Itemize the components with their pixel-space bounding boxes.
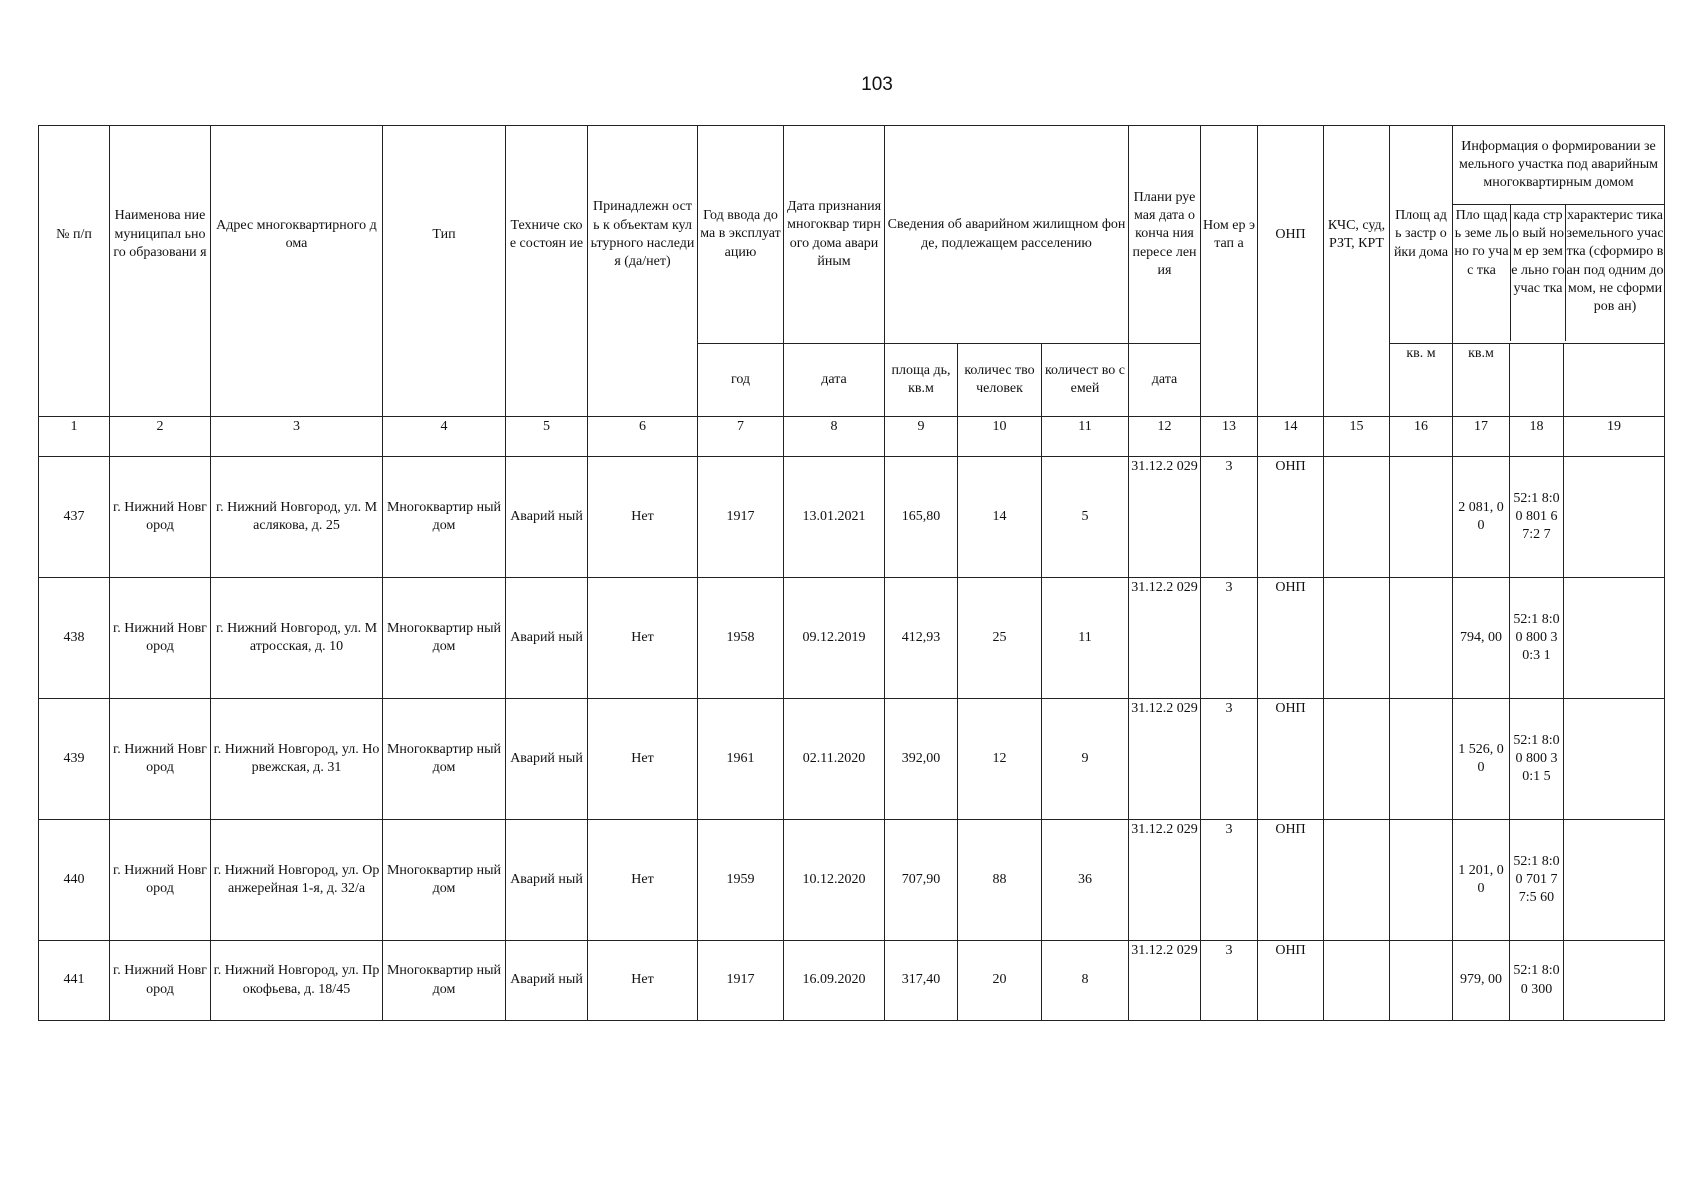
cell-year: 1958 — [698, 578, 784, 699]
header-sub-13 — [1201, 344, 1258, 417]
cell-area: 317,40 — [885, 941, 958, 1021]
cell-cadastral: 52:1 8:00 701 77:5 60 — [1510, 820, 1564, 941]
cell-type: Многоквартир ный дом — [383, 699, 506, 820]
table-body — [39, 457, 1665, 1021]
table-row — [39, 699, 1665, 820]
cell-onp: ОНП — [1258, 578, 1324, 699]
cell-municipality: г. Нижний Новгород — [110, 578, 211, 699]
cell-people: 88 — [958, 820, 1042, 941]
cell-people: 25 — [958, 578, 1042, 699]
cell-municipality: г. Нижний Новгород — [110, 820, 211, 941]
column-number: 4 — [383, 417, 506, 457]
cell-municipality: г. Нижний Новгород — [110, 941, 211, 1021]
cell-onp: ОНП — [1258, 457, 1324, 578]
cell-land-area: 2 081, 00 — [1453, 457, 1510, 578]
column-number: 15 — [1324, 417, 1390, 457]
cell-address: г. Нижний Новгород, ул. Маслякова, д. 25 — [211, 457, 383, 578]
column-number: 19 — [1564, 417, 1665, 457]
cell-heritage: Нет — [588, 820, 698, 941]
cell-state: Аварий ный — [506, 820, 588, 941]
cell-type: Многоквартир ный дом — [383, 457, 506, 578]
header-col-2: Наименова ние муниципал ьного образовани я — [110, 126, 211, 344]
cell-type: Многоквартир ный дом — [383, 941, 506, 1021]
cell-date: 13.01.2021 — [784, 457, 885, 578]
cell-state: Аварий ный — [506, 457, 588, 578]
header-sub-12: дата — [1129, 344, 1201, 417]
cell-people: 20 — [958, 941, 1042, 1021]
header-sub-16: кв. м — [1390, 344, 1453, 417]
cell-date: 10.12.2020 — [784, 820, 885, 941]
cell-families: 8 — [1042, 941, 1129, 1021]
table-row — [39, 578, 1665, 699]
header-col-18-top: када стро вый ном ер земе льно го учас тка — [1511, 205, 1566, 341]
cell-people: 14 — [958, 457, 1042, 578]
header-sub-5 — [506, 344, 588, 417]
cell-year: 1917 — [698, 941, 784, 1021]
cell-kchs — [1324, 457, 1390, 578]
cell-heritage: Нет — [588, 941, 698, 1021]
cell-type: Многоквартир ный дом — [383, 578, 506, 699]
cell-cadastral: 52:1 8:00 800 30:3 1 — [1510, 578, 1564, 699]
column-number: 18 — [1510, 417, 1564, 457]
cell-year: 1961 — [698, 699, 784, 820]
cell-address: г. Нижний Новгород, ул. Оранжерейная 1-я, д. 32/а — [211, 820, 383, 941]
header-sub-4 — [383, 344, 506, 417]
cell-area: 165,80 — [885, 457, 958, 578]
cell-kchs — [1324, 941, 1390, 1021]
header-col-8: Дата признания многоквар тирного дома аварийным — [784, 126, 885, 344]
cell-families: 36 — [1042, 820, 1129, 941]
column-number: 16 — [1390, 417, 1453, 457]
header-col-3: Адрес многоквартирного дома — [211, 126, 383, 344]
header-sub-15 — [1324, 344, 1390, 417]
cell-built-area — [1390, 578, 1453, 699]
column-number: 17 — [1453, 417, 1510, 457]
header-sub-19 — [1564, 344, 1665, 417]
header-sub-1 — [39, 344, 110, 417]
cell-address: г. Нижний Новгород, ул. Прокофьева, д. 18/45 — [211, 941, 383, 1021]
cell-land-char — [1564, 578, 1665, 699]
cell-municipality: г. Нижний Новгород — [110, 699, 211, 820]
cell-heritage: Нет — [588, 699, 698, 820]
cell-plan-date: 31.12.2 029 — [1129, 941, 1201, 1021]
page-number: 103 — [861, 74, 893, 95]
cell-kchs — [1324, 578, 1390, 699]
header-col-4: Тип — [383, 126, 506, 344]
cell-type: Многоквартир ный дом — [383, 820, 506, 941]
cell-land-area: 979, 00 — [1453, 941, 1510, 1021]
cell-number: 439 — [39, 699, 110, 820]
cell-plan-date: 31.12.2 029 — [1129, 457, 1201, 578]
cell-cadastral: 52:1 8:00 800 30:1 5 — [1510, 699, 1564, 820]
column-number: 5 — [506, 417, 588, 457]
cell-stage: 3 — [1201, 941, 1258, 1021]
column-number: 6 — [588, 417, 698, 457]
cell-date: 16.09.2020 — [784, 941, 885, 1021]
cell-stage: 3 — [1201, 820, 1258, 941]
cell-area: 392,00 — [885, 699, 958, 820]
cell-land-area: 794, 00 — [1453, 578, 1510, 699]
cell-year: 1917 — [698, 457, 784, 578]
cell-kchs — [1324, 820, 1390, 941]
header-sub-18 — [1510, 344, 1564, 417]
header-col-13: Ном ер этап а — [1201, 126, 1258, 344]
header-group-17-19-subcols — [1453, 205, 1664, 341]
header-col-14: ОНП — [1258, 126, 1324, 344]
cell-families: 11 — [1042, 578, 1129, 699]
cell-heritage: Нет — [588, 578, 698, 699]
column-number: 13 — [1201, 417, 1258, 457]
header-col-12: Плани руемая дата оконча ния пересе ления — [1129, 126, 1201, 344]
header-col-7: Год ввода дома в эксплуат ацию — [698, 126, 784, 344]
column-number: 10 — [958, 417, 1042, 457]
column-number: 3 — [211, 417, 383, 457]
cell-state: Аварий ный — [506, 699, 588, 820]
table-row — [39, 457, 1665, 578]
header-group-17-19-title: Информация о формировании земельного участка под аварийным многоквартирным домом — [1453, 126, 1664, 205]
cell-date: 02.11.2020 — [784, 699, 885, 820]
emergency-housing-table — [38, 125, 1665, 1021]
cell-area: 412,93 — [885, 578, 958, 699]
cell-onp: ОНП — [1258, 699, 1324, 820]
cell-address: г. Нижний Новгород, ул. Норвежская, д. 31 — [211, 699, 383, 820]
column-number: 11 — [1042, 417, 1129, 457]
header-col-16: Площ адь застр ойки дома — [1390, 126, 1453, 344]
header-sub-9: площа дь, кв.м — [885, 344, 958, 417]
header-row-main — [39, 126, 1665, 344]
header-sub-2 — [110, 344, 211, 417]
cell-built-area — [1390, 457, 1453, 578]
cell-stage: 3 — [1201, 457, 1258, 578]
column-number-row — [39, 417, 1665, 457]
column-number: 14 — [1258, 417, 1324, 457]
cell-people: 12 — [958, 699, 1042, 820]
column-number: 7 — [698, 417, 784, 457]
header-col-5: Техниче ское состоян ие — [506, 126, 588, 344]
cell-area: 707,90 — [885, 820, 958, 941]
header-col-15: КЧС, суд, РЗТ, КРТ — [1324, 126, 1390, 344]
header-sub-8: дата — [784, 344, 885, 417]
header-sub-7: год — [698, 344, 784, 417]
cell-cadastral: 52:1 8:00 300 — [1510, 941, 1564, 1021]
table-row — [39, 941, 1665, 1021]
cell-number: 437 — [39, 457, 110, 578]
cell-built-area — [1390, 820, 1453, 941]
cell-plan-date: 31.12.2 029 — [1129, 820, 1201, 941]
column-number: 9 — [885, 417, 958, 457]
cell-land-char — [1564, 699, 1665, 820]
cell-municipality: г. Нижний Новгород — [110, 457, 211, 578]
cell-kchs — [1324, 699, 1390, 820]
cell-heritage: Нет — [588, 457, 698, 578]
cell-land-char — [1564, 941, 1665, 1021]
table-row — [39, 820, 1665, 941]
cell-families: 9 — [1042, 699, 1129, 820]
header-sub-14 — [1258, 344, 1324, 417]
cell-plan-date: 31.12.2 029 — [1129, 578, 1201, 699]
cell-stage: 3 — [1201, 578, 1258, 699]
header-col-17: Пло щадь земе льно го учас тка — [1453, 205, 1511, 341]
cell-land-char — [1564, 820, 1665, 941]
header-sub-17: кв.м — [1453, 344, 1510, 417]
header-col-1: № п/п — [39, 126, 110, 344]
cell-families: 5 — [1042, 457, 1129, 578]
cell-built-area — [1390, 941, 1453, 1021]
cell-onp: ОНП — [1258, 820, 1324, 941]
cell-cadastral: 52:1 8:00 801 67:2 7 — [1510, 457, 1564, 578]
cell-address: г. Нижний Новгород, ул. Матросская, д. 10 — [211, 578, 383, 699]
cell-year: 1959 — [698, 820, 784, 941]
cell-state: Аварий ный — [506, 578, 588, 699]
cell-land-area: 1 526, 00 — [1453, 699, 1510, 820]
column-number: 2 — [110, 417, 211, 457]
cell-land-area: 1 201, 00 — [1453, 820, 1510, 941]
column-number: 12 — [1129, 417, 1201, 457]
cell-stage: 3 — [1201, 699, 1258, 820]
header-sub-11: количест во семей — [1042, 344, 1129, 417]
column-number: 8 — [784, 417, 885, 457]
cell-plan-date: 31.12.2 029 — [1129, 699, 1201, 820]
column-number: 1 — [39, 417, 110, 457]
header-col-6: Принадлежн ость к объектам культурного наследия (да/нет) — [588, 126, 698, 344]
cell-number: 440 — [39, 820, 110, 941]
header-col-19: характерис тика земельного участка (сформиро ван под одним домом, не сформиров ан) — [1566, 208, 1664, 314]
cell-state: Аварий ный — [506, 941, 588, 1021]
header-sub-10: количес тво человек — [958, 344, 1042, 417]
cell-built-area — [1390, 699, 1453, 820]
cell-number: 438 — [39, 578, 110, 699]
header-sub-6 — [588, 344, 698, 417]
cell-number: 441 — [39, 941, 110, 1021]
header-sub-3 — [211, 344, 383, 417]
header-group-17-19 — [1453, 126, 1665, 344]
header-group-9-11: Сведения об аварийном жилищном фонде, подлежащем расселению — [885, 126, 1129, 344]
cell-onp: ОНП — [1258, 941, 1324, 1021]
cell-land-char — [1564, 457, 1665, 578]
header-row-sub — [39, 344, 1665, 417]
cell-date: 09.12.2019 — [784, 578, 885, 699]
